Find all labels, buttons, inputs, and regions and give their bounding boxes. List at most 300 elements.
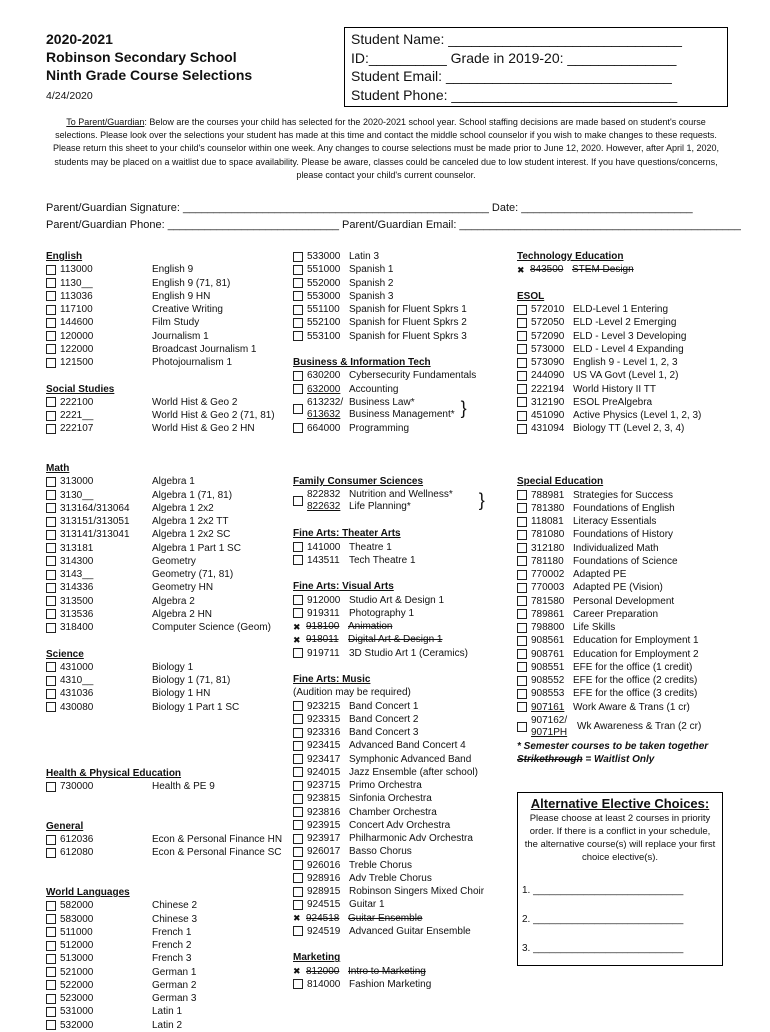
checkbox[interactable]	[517, 649, 527, 659]
course-row	[46, 674, 286, 687]
crossed-checkbox-icon: ✖	[517, 264, 525, 275]
course-code: 822632	[307, 501, 341, 512]
course-name: Wk Awareness & Tran (2 cr)	[577, 721, 702, 733]
checkbox[interactable]	[293, 542, 303, 552]
checkbox[interactable]	[46, 848, 56, 858]
checkbox[interactable]	[517, 397, 527, 407]
checkbox[interactable]	[46, 596, 56, 606]
parent-signature-field[interactable]: Parent/Guardian Signature: __________________________________________________ Date: ____________________________	[46, 202, 693, 214]
course-code: 533000	[307, 251, 341, 262]
course-name: Spanish for Fluent Spkrs 2	[349, 317, 467, 329]
course-name: Photography 1	[349, 607, 415, 619]
course-row	[517, 316, 732, 329]
course-code: 553100	[307, 330, 341, 342]
course-name: Adapted PE (Vision)	[573, 582, 663, 594]
course-row	[46, 263, 286, 276]
course-row	[293, 277, 513, 290]
checkbox[interactable]	[293, 728, 303, 738]
course-code: 923815	[307, 793, 341, 805]
course-name: Band Concert 2	[349, 713, 419, 725]
course-name: Biology 1 Part 1 SC	[152, 701, 240, 713]
course-code: 3130__	[60, 489, 94, 501]
parent-phone-email-field[interactable]: Parent/Guardian Phone: ____________________________ Parent/Guardian Email: ______________________________________________	[46, 219, 741, 231]
checkbox[interactable]	[46, 331, 56, 341]
course-code: 923915	[307, 819, 341, 831]
alternative-choice-1[interactable]: 1. ___________________________	[522, 884, 684, 896]
course-row	[46, 409, 286, 422]
course-row	[293, 965, 513, 978]
course-name: Strategies for Success	[573, 489, 674, 501]
course-name: Film Study	[152, 317, 200, 329]
course-code: 926016	[307, 859, 341, 871]
student-phone-field[interactable]: Student Phone: _____________________________	[351, 86, 678, 103]
course-row	[46, 687, 286, 700]
course-name: STEM Design	[572, 264, 634, 276]
course-row	[293, 779, 513, 792]
course-code: 113036	[60, 290, 93, 302]
checkbox[interactable]	[46, 583, 56, 593]
course-name: Chinese 3	[152, 913, 198, 925]
course-name: Econ & Personal Finance SC	[152, 847, 282, 859]
course-row	[46, 303, 286, 316]
course-code: 923715	[307, 780, 341, 791]
course-row	[46, 913, 286, 926]
alternative-electives-title: Alternative Elective Choices:	[530, 795, 710, 811]
checkbox[interactable]	[517, 623, 527, 633]
checkbox[interactable]	[46, 980, 56, 990]
course-row	[46, 780, 286, 793]
crossed-checkbox-icon: ✖	[293, 913, 301, 924]
section-math: Math	[46, 463, 70, 474]
checkbox[interactable]	[293, 648, 303, 658]
course-row	[293, 726, 513, 739]
special-education-list	[517, 489, 732, 714]
section-technology-education: Technology Education	[517, 251, 624, 262]
checkbox[interactable]	[517, 358, 527, 368]
course-row	[46, 356, 286, 369]
course-name: Foundations of History	[573, 529, 674, 541]
checkbox[interactable]	[293, 754, 303, 764]
course-code: 918100	[306, 621, 340, 632]
course-row	[517, 634, 732, 647]
course-row	[517, 661, 732, 674]
course-name: Broadcast Journalism 1	[152, 343, 257, 355]
course-code: 912000	[307, 594, 341, 606]
checkbox[interactable]	[293, 714, 303, 724]
course-name: Career Preparation	[573, 608, 659, 620]
checkbox[interactable]	[293, 847, 303, 857]
course-name: Latin 2	[152, 1019, 183, 1031]
checkbox[interactable]	[46, 397, 56, 407]
course-name: Studio Art & Design 1	[349, 594, 445, 606]
header-block	[46, 30, 252, 105]
course-name: Algebra 2	[152, 595, 195, 607]
course-row	[293, 303, 513, 316]
course-row	[293, 845, 513, 858]
course-row	[517, 303, 732, 316]
checkbox[interactable]	[46, 358, 56, 368]
course-code: 551100	[307, 304, 340, 315]
checkbox[interactable]	[517, 530, 527, 540]
brace-icon: }	[460, 398, 467, 419]
checkbox[interactable]	[293, 404, 303, 414]
course-name: Algebra 1 2x2 TT	[152, 516, 229, 527]
course-name: Animation	[348, 621, 393, 632]
course-code: 2221__	[60, 410, 94, 421]
course-code: 431000	[60, 661, 94, 673]
course-row	[517, 489, 732, 502]
course-code: 613232/	[307, 396, 344, 408]
course-name: Photojournalism 1	[152, 357, 233, 368]
checkbox[interactable]	[293, 305, 303, 315]
checkbox[interactable]	[517, 689, 527, 699]
checkbox[interactable]	[293, 384, 303, 394]
checkbox[interactable]	[46, 914, 56, 924]
course-row	[517, 621, 732, 634]
checkbox[interactable]	[46, 278, 56, 288]
checkbox[interactable]	[517, 570, 527, 580]
course-code: 924015	[307, 766, 341, 778]
checkbox[interactable]	[46, 662, 56, 672]
course-name: Theatre 1	[349, 541, 392, 553]
checkbox[interactable]	[46, 835, 56, 845]
checkbox[interactable]	[46, 1020, 56, 1030]
checkbox[interactable]	[517, 424, 527, 434]
checkbox[interactable]	[293, 926, 303, 936]
checkbox[interactable]	[293, 834, 303, 844]
course-code: 318400	[60, 622, 94, 633]
course-name: Band Concert 1	[349, 700, 419, 712]
course-name: Guitar Ensemble	[348, 912, 423, 924]
checkbox[interactable]	[46, 265, 56, 275]
course-row	[517, 409, 732, 422]
course-code: 843500	[530, 264, 564, 276]
checkbox[interactable]	[46, 543, 56, 553]
checkbox[interactable]	[517, 384, 527, 394]
crossed-checkbox-icon: ✖	[293, 621, 301, 632]
course-row	[46, 277, 286, 290]
course-name: Algebra 1 2x2	[152, 502, 214, 514]
course-row	[293, 859, 513, 872]
checkbox[interactable]	[517, 702, 527, 712]
course-row	[46, 846, 286, 859]
checkbox[interactable]	[46, 570, 56, 580]
course-code: 523000	[60, 993, 94, 1004]
checkbox[interactable]	[46, 702, 56, 712]
alternative-electives-box	[517, 792, 723, 966]
checkbox[interactable]	[517, 490, 527, 500]
checkbox[interactable]	[517, 722, 527, 732]
science-list	[46, 661, 286, 714]
alternative-choice-2[interactable]: 2. ___________________________	[522, 913, 684, 925]
course-name: Guitar 1	[349, 899, 385, 911]
course-code: 3143__	[60, 569, 94, 580]
checkbox[interactable]	[293, 291, 303, 301]
checkbox[interactable]	[46, 782, 56, 792]
checkbox[interactable]	[46, 609, 56, 619]
course-row	[517, 369, 732, 382]
form-date: 4/24/2020	[46, 90, 93, 102]
course-name: Algebra 2 HN	[152, 608, 213, 620]
course-name: French 1	[152, 926, 192, 938]
english-list	[46, 263, 286, 369]
checkbox[interactable]	[517, 662, 527, 672]
checkbox[interactable]	[517, 318, 527, 328]
course-name: Latin 1	[152, 1006, 183, 1018]
course-name: Creative Writing	[152, 304, 223, 315]
course-row	[46, 992, 286, 1005]
course-row	[293, 633, 513, 646]
course-row	[293, 620, 513, 633]
checkbox[interactable]	[46, 689, 56, 699]
course-row	[46, 661, 286, 674]
course-name: Geometry (71, 81)	[152, 569, 234, 580]
course-row	[46, 502, 286, 515]
checkbox[interactable]	[293, 371, 303, 381]
checkbox[interactable]	[293, 900, 303, 910]
course-row	[517, 555, 732, 568]
section-general: General	[46, 820, 84, 832]
course-name: World History II TT	[573, 383, 656, 395]
course-name: Geometry HN	[152, 582, 214, 594]
course-code: 923315	[307, 713, 341, 725]
course-row	[517, 263, 732, 276]
checkbox[interactable]	[46, 901, 56, 911]
course-code: 314300	[60, 555, 94, 567]
checkbox[interactable]	[293, 318, 303, 328]
checkbox[interactable]	[46, 530, 56, 540]
checkbox[interactable]	[293, 701, 303, 711]
checkbox[interactable]	[293, 860, 303, 870]
course-row	[46, 833, 286, 846]
course-row	[46, 966, 286, 979]
checkbox[interactable]	[46, 1007, 56, 1017]
course-code: 907161	[531, 701, 565, 713]
course-code: 908761	[531, 648, 565, 660]
checkbox[interactable]	[293, 979, 303, 989]
audition-note: (Audition may be required)	[293, 687, 411, 699]
course-code: 781080	[531, 529, 565, 541]
checkbox[interactable]	[293, 820, 303, 830]
school-year: 2020-2021	[46, 31, 113, 47]
course-row	[517, 515, 732, 528]
course-name: Personal Development	[573, 595, 675, 607]
course-row	[46, 926, 286, 939]
course-code: 583000	[60, 913, 94, 925]
world-languages-list-cont	[293, 250, 513, 343]
checkbox[interactable]	[46, 424, 56, 434]
course-row	[293, 753, 513, 766]
section-esol: ESOL	[517, 290, 545, 302]
checkbox[interactable]	[46, 411, 56, 421]
checkbox[interactable]	[517, 543, 527, 553]
course-code: 770003	[531, 582, 565, 594]
course-row	[517, 608, 732, 621]
course-name: Education for Employment 2	[573, 648, 699, 660]
course-row	[293, 541, 513, 554]
course-code: 923816	[307, 806, 341, 818]
course-code: 9071PH	[531, 726, 568, 738]
course-name: Sinfonia Orchestra	[349, 793, 432, 805]
checkbox[interactable]	[517, 331, 527, 341]
checkbox[interactable]	[517, 609, 527, 619]
checkbox[interactable]	[46, 967, 56, 977]
course-row	[293, 739, 513, 752]
checkbox[interactable]	[293, 781, 303, 791]
checkbox[interactable]	[46, 477, 56, 487]
course-code: 522000	[60, 979, 94, 991]
student-email-field[interactable]: Student Email: _____________________________	[351, 68, 672, 84]
checkbox[interactable]	[293, 608, 303, 618]
checkbox[interactable]	[46, 305, 56, 315]
checkbox[interactable]	[293, 807, 303, 817]
course-row	[517, 581, 732, 594]
checkbox[interactable]	[517, 676, 527, 686]
course-name: Education for Employment 1	[573, 635, 699, 647]
checkbox[interactable]	[46, 344, 56, 354]
intro-paragraph	[44, 116, 728, 182]
course-row	[46, 528, 286, 541]
checkbox[interactable]	[517, 344, 527, 354]
checkbox[interactable]	[46, 503, 56, 513]
checkbox[interactable]	[293, 555, 303, 565]
course-code: 313151/313051	[60, 516, 130, 527]
checkbox[interactable]	[46, 318, 56, 328]
course-name: Spanish for Fluent Spkrs 3	[349, 330, 467, 342]
course-name: Latin 3	[349, 251, 380, 262]
course-row	[293, 369, 513, 382]
course-code: 143511	[307, 554, 340, 566]
course-code: 572010	[531, 304, 565, 315]
checkbox[interactable]	[517, 371, 527, 381]
checkbox[interactable]	[517, 596, 527, 606]
checkbox[interactable]	[46, 291, 56, 301]
course-code: 923417	[307, 753, 341, 765]
checkbox[interactable]	[517, 517, 527, 527]
course-name: ELD - Level 3 Developing	[573, 330, 687, 342]
checkbox[interactable]	[293, 331, 303, 341]
course-row	[293, 792, 513, 805]
course-code: 552000	[307, 277, 341, 289]
checkbox[interactable]	[293, 741, 303, 751]
checkbox[interactable]	[293, 873, 303, 883]
course-name: German 3	[152, 993, 197, 1004]
course-name: Accounting	[349, 383, 399, 395]
course-name: Life Skills	[573, 622, 616, 633]
course-name: Jazz Ensemble (after school)	[349, 766, 478, 778]
page-title: Ninth Grade Course Selections	[46, 67, 253, 83]
checkbox[interactable]	[293, 423, 303, 433]
checkbox[interactable]	[46, 676, 56, 686]
section-visual-arts: Fine Arts: Visual Arts	[293, 581, 394, 593]
course-name: World Hist & Geo 2 HN	[152, 423, 255, 435]
course-code: 908552	[531, 675, 565, 686]
checkbox[interactable]	[46, 927, 56, 937]
course-code: 770002	[531, 569, 565, 580]
course-code: 573090	[531, 357, 565, 368]
checkbox[interactable]	[46, 941, 56, 951]
course-code: 313181	[60, 542, 94, 554]
section-science: Science	[46, 648, 84, 660]
course-name: English 9 - Level 1, 2, 3	[573, 357, 678, 368]
course-row	[46, 568, 286, 581]
course-name: Spanish 2	[349, 277, 394, 289]
course-row	[293, 912, 513, 925]
course-name: Spanish 3	[349, 290, 394, 302]
course-code: 141000	[307, 541, 341, 553]
checkbox[interactable]	[46, 517, 56, 527]
checkbox[interactable]	[293, 265, 303, 275]
course-code: 1130__	[60, 277, 93, 289]
checkbox[interactable]	[293, 595, 303, 605]
checkbox[interactable]	[293, 887, 303, 897]
course-code: 222107	[60, 423, 94, 435]
checkbox[interactable]	[293, 252, 303, 262]
checkbox[interactable]	[46, 994, 56, 1004]
course-row	[293, 330, 513, 343]
course-code: 923917	[307, 833, 341, 844]
checkbox[interactable]	[517, 503, 527, 513]
course-row	[293, 713, 513, 726]
course-row	[293, 832, 513, 845]
parent-block	[46, 200, 741, 234]
student-name-field[interactable]: Student Name: ______________________________	[351, 31, 682, 47]
checkbox[interactable]	[517, 583, 527, 593]
alternative-choice-3[interactable]: 3. ___________________________	[522, 942, 684, 954]
checkbox[interactable]	[46, 490, 56, 500]
checkbox[interactable]	[293, 794, 303, 804]
checkbox[interactable]	[517, 305, 527, 315]
checkbox[interactable]	[293, 767, 303, 777]
course-name: Cybersecurity Fundamentals	[349, 370, 477, 382]
course-code: 923316	[307, 727, 341, 738]
math-list	[46, 475, 286, 634]
course-row	[46, 396, 286, 409]
course-name: English 9 HN	[152, 290, 211, 302]
section-english: English	[46, 251, 83, 262]
course-row	[46, 952, 286, 965]
checkbox[interactable]	[517, 636, 527, 646]
checkbox[interactable]	[293, 496, 303, 506]
course-row	[517, 356, 732, 369]
theater-list	[293, 541, 513, 568]
student-id-grade-field[interactable]: ID:__________ Grade in 2019-20: ______________	[351, 49, 677, 66]
waitlist-note	[517, 753, 732, 766]
checkbox[interactable]	[517, 411, 527, 421]
course-code: 918011	[306, 634, 339, 646]
course-name: Advanced Guitar Ensemble	[349, 925, 471, 937]
checkbox[interactable]	[293, 278, 303, 288]
course-code: 630200	[307, 370, 341, 382]
course-code: 924519	[307, 925, 341, 937]
checkbox[interactable]	[46, 954, 56, 964]
course-code: 908551	[531, 661, 565, 673]
course-code: 924515	[307, 899, 341, 911]
course-code: 582000	[60, 900, 94, 912]
section-theater-arts: Fine Arts: Theater Arts	[293, 528, 401, 540]
course-name: Band Concert 3	[349, 727, 419, 738]
marketing-list	[293, 965, 513, 992]
course-row	[293, 885, 513, 898]
checkbox[interactable]	[46, 556, 56, 566]
course-name: Chinese 2	[152, 900, 198, 912]
course-code: 923215	[307, 700, 341, 712]
checkbox[interactable]	[517, 556, 527, 566]
course-name: Foundations of Science	[573, 555, 678, 567]
checkbox[interactable]	[46, 623, 56, 633]
course-row	[517, 687, 732, 700]
course-name: Tech Theatre 1	[349, 554, 416, 566]
